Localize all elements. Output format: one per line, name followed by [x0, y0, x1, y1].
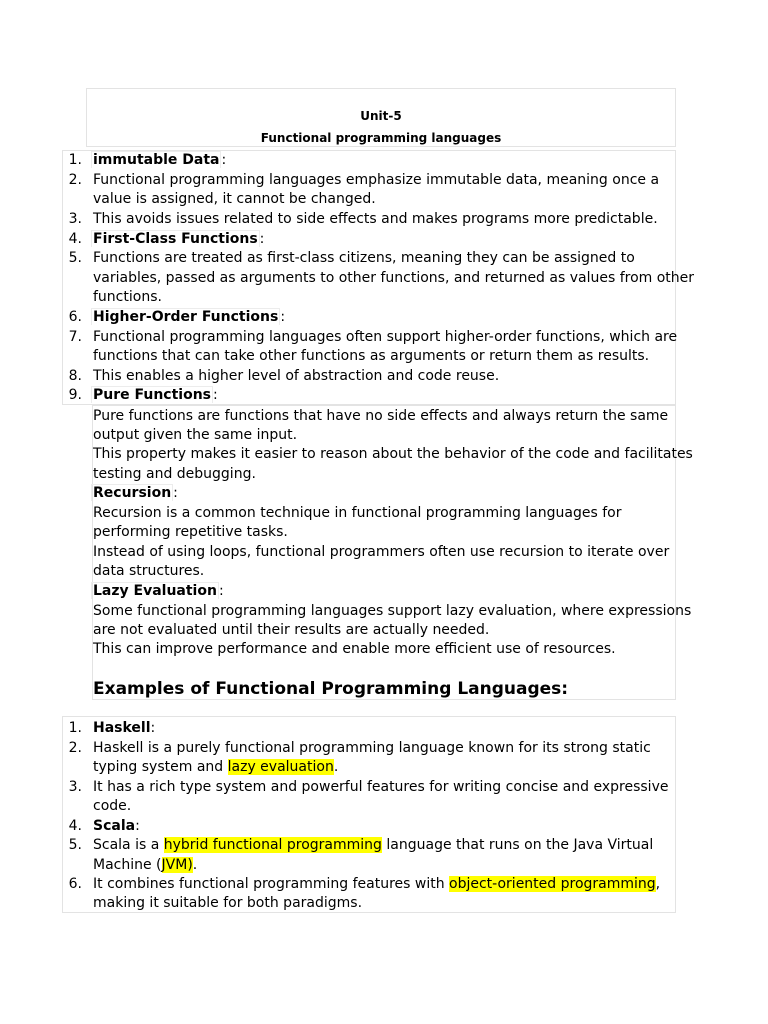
section-heading-higher-order: Higher-Order Functions: [93, 309, 279, 325]
list-number: 3.: [68, 779, 82, 795]
list-number: 4.: [68, 818, 82, 834]
section-heading-pure: Pure Functions: [93, 387, 212, 403]
paragraph-line: output given the same input.: [93, 427, 298, 443]
list-number: 6.: [68, 309, 82, 325]
section-heading-lazy: Lazy Evaluation: [93, 583, 217, 599]
list-number: 7.: [68, 329, 82, 345]
paragraph-line: Recursion is a common technique in functional programming languages for: [93, 505, 622, 521]
paragraph-line: Some functional programming languages support lazy evaluation, where expressions: [93, 603, 692, 619]
section-heading-immutable: immutable Data: [93, 152, 220, 168]
paragraph-line: performing repetitive tasks.: [93, 524, 288, 540]
section-heading-haskell: Haskell: [93, 720, 151, 736]
list-number: 5.: [68, 250, 82, 266]
list-number: 3.: [68, 211, 82, 227]
list-item: Higher-Order Functions :: [93, 309, 286, 325]
list-item: First-Class Functions :: [93, 231, 265, 247]
list-item: This avoids issues related to side effects and makes programs more predictable.: [93, 211, 658, 227]
paragraph-line: testing and debugging.: [93, 466, 256, 482]
list-item: It combines functional programming features with object-oriented programming,: [93, 876, 661, 892]
list-number: 6.: [68, 876, 82, 892]
paragraph-line: This can improve performance and enable more efficient use of resources.: [93, 641, 616, 657]
list-item: Functional programming languages often support higher-order functions, which are: [93, 329, 678, 345]
highlight: hybrid functional programming: [163, 837, 382, 853]
examples-heading: Examples of Functional Programming Languages:: [93, 679, 569, 699]
section-heading-recursion: Recursion: [93, 485, 172, 501]
title-box: [86, 88, 676, 147]
list-item: Functional programming languages emphasize immutable data, meaning once a: [93, 172, 660, 188]
paragraph-line: This property makes it easier to reason about the behavior of the code and facilitates: [93, 446, 693, 462]
list-item-continuation: value is assigned, it cannot be changed.: [93, 191, 376, 207]
page-subtitle: Functional programming languages: [260, 131, 502, 145]
list-item: Haskell:: [93, 720, 156, 736]
list-item-continuation: code.: [93, 798, 132, 814]
list-item: Haskell is a purely functional programming language known for its strong static: [93, 740, 651, 756]
section-heading-first-class: First-Class Functions: [93, 231, 258, 247]
divider: [92, 658, 93, 678]
list-item-continuation: variables, passed as arguments to other functions, and returned as values from other: [93, 270, 695, 286]
list-number: 2.: [68, 172, 82, 188]
list-item: This enables a higher level of abstraction and code reuse.: [93, 368, 500, 384]
list-item: It has a rich type system and powerful features for writing concise and expressive: [93, 779, 669, 795]
unit-title: Unit-5: [360, 109, 402, 123]
list-number: 9.: [68, 387, 82, 403]
section-heading-scala: Scala: [93, 818, 136, 834]
list-number: 2.: [68, 740, 82, 756]
list-number: 1.: [68, 152, 82, 168]
list-number: 8.: [68, 368, 82, 384]
list-item-continuation: Machine (JVM).: [93, 857, 198, 873]
paragraph-line: Pure functions are functions that have no side effects and always return the same: [93, 408, 669, 424]
paragraph-line: data structures.: [93, 563, 205, 579]
list-item-continuation: typing system and lazy evaluation.: [93, 759, 339, 775]
list-item: Scala:: [93, 818, 140, 834]
list-item-continuation: functions.: [93, 289, 162, 305]
list-item: Pure Functions :: [93, 387, 218, 403]
list-number: 4.: [68, 231, 82, 247]
section-heading-line: Recursion :: [93, 485, 178, 501]
list-item-continuation: making it suitable for both paradigms.: [93, 895, 363, 911]
highlight: JVM): [161, 857, 193, 873]
list-item: Scala is a hybrid functional programming language that runs on the Java Virtual: [93, 837, 654, 853]
list-number: 1.: [68, 720, 82, 736]
highlight: object-oriented programming: [449, 876, 656, 892]
paragraph-line: are not evaluated until their results are actually needed.: [93, 622, 490, 638]
highlight: lazy evaluation: [227, 759, 334, 775]
list-item-continuation: functions that can take other functions as arguments or return them as results.: [93, 348, 650, 364]
list-item: immutable Data :: [93, 152, 227, 168]
section-heading-line: Lazy Evaluation :: [93, 583, 224, 599]
paragraph-line: Instead of using loops, functional programmers often use recursion to iterate over: [93, 544, 670, 560]
list-number: 5.: [68, 837, 82, 853]
list-item: Functions are treated as first-class citizens, meaning they can be assigned to: [93, 250, 635, 266]
